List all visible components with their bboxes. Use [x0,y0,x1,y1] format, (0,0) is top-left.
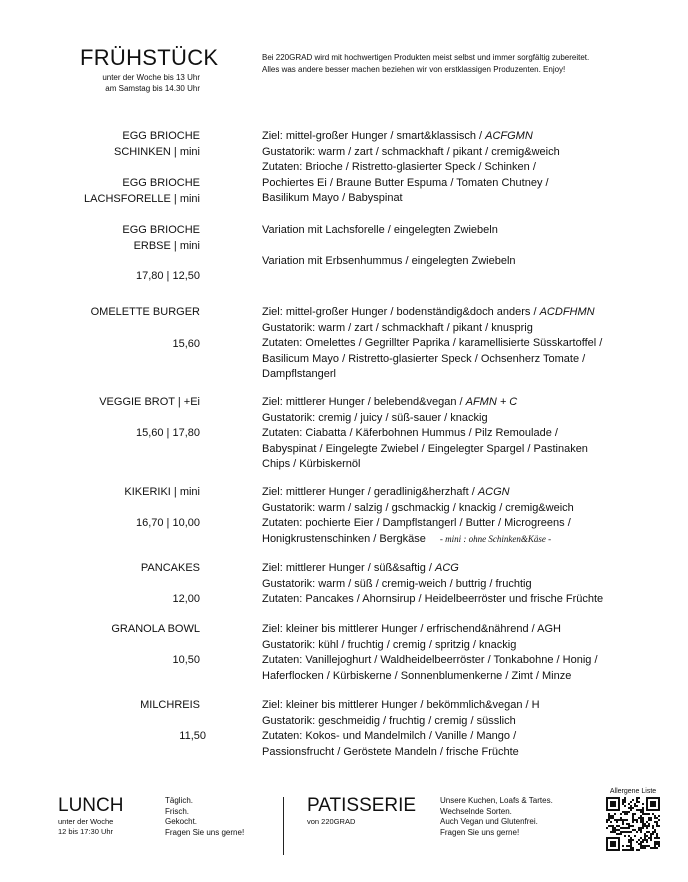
item-ziel [262,129,662,145]
item-price-milchreis: 11,50 [179,730,206,742]
item-zutaten: Zutaten: Brioche / Ristretto-glasierter Speck / Schinken / [262,161,536,173]
item-zutaten: Chips / Kürbiskernöl [262,458,361,470]
allergen-list-label: Allergene Liste [609,788,657,795]
item-name-egg-brioche-schinken [40,129,200,160]
item-name-line: EGG BRIOCHE [122,130,200,142]
item-price-veggie-brot: 15,60 | 17,80 [135,427,200,439]
item-name-line: EGG BRIOCHE [122,177,200,189]
lunch-text-line: Fragen Sie uns gerne! [165,827,245,837]
item-gustatorik: Gustatorik: kühl / fruchtig / cremig / spritzig / knackig [262,638,517,651]
item-name-line: ERBSE | mini [133,239,200,252]
item-name-milchreis: MILCHREIS [140,699,200,711]
allergen-codes: ACGN [477,486,510,498]
item-ziel: Ziel: kleiner bis mittlerer Hunger / bekömmlich&vegan / H [262,699,540,711]
item-name-egg-brioche-lachsforelle [40,176,200,207]
patisserie-text-line: Wechselnde Sorten. [440,806,512,816]
item-zutaten: Dampflstangerl [262,368,336,380]
item-variation-erbse: Variation mit Erbsenhummus / eingelegten Zwiebeln [262,255,516,267]
intro-line: Bei 220GRAD wird mit hochwertigen Produkten meist selbst und immer sorgfältig zubereitet. [262,53,590,62]
item-ziel: Ziel: kleiner bis mittlerer Hunger / erfrischend&nährend / AGH [262,623,561,635]
item-price-kikeriki: 16,70 | 10,00 [135,517,200,529]
lunch-hours-line: 12 bis 17:30 Uhr [58,827,114,836]
item-zutaten: Zutaten: Ciabatta / Käferbohnen Hummus / Pilz Remoulade / [262,427,558,439]
item-price-granola-bowl: 10,50 [172,654,200,666]
mini-note: - mini : ohne Schinken&Käse - [439,533,552,544]
item-zutaten [262,532,662,548]
allergen-codes: ACFGMN [485,130,533,142]
intro-line: Alles was andere besser machen beziehen wir von erstklassigen Produzenten. Enjoy! [262,65,566,74]
allergen-codes: AFMN + C [465,396,518,408]
item-name-omelette-burger: OMELETTE BURGER [90,306,200,318]
item-name-kikeriki: KIKERIKI | mini [124,486,200,498]
item-zutaten: Zutaten: Omelettes / Gegrillter Paprika / karamellisierte Süsskartoffel / [262,337,603,349]
patisserie-text-line: Fragen Sie uns gerne! [440,827,520,837]
item-zutaten: Basilicum Mayo / Ristretto-glasierter Speck / Ochsenherz Tomate / [262,352,586,365]
patisserie-text-line: Auch Vegan und Glutenfrei. [440,817,538,826]
lunch-text [165,796,244,838]
item-gustatorik: Gustatorik: warm / zart / schmackhaft / pikant / knusprig [262,321,533,334]
ziel-text: Ziel: mittlerer Hunger / geradlinig&herzhaft / [262,486,478,498]
item-gustatorik: Gustatorik: cremig / juicy / süß-sauer / knackig [262,411,488,424]
item-description-omelette-burger [262,305,662,383]
item-gustatorik: Gustatorik: warm / zart / schmackhaft / pikant / cremig&weich [262,145,560,158]
opening-hours-saturday: am Samstag bis 14.30 Uhr [105,84,200,93]
footer-divider [283,797,284,855]
item-zutaten: Haferflocken / Kürbiskerne / Sonnenblumenkerne / Zimt / Minze [262,669,572,682]
opening-hours-weekday: unter der Woche bis 13 Uhr [102,73,200,82]
item-zutaten: Zutaten: Vanillejoghurt / Waldheidelbeerröster / Tonkabohne / Honig / [262,654,598,666]
item-zutaten: Babyspinat / Eingelegte Zwiebel / Eingelegter Spargel / Pastinaken [262,442,588,455]
lunch-title: LUNCH [58,795,124,816]
item-zutaten: Pochiertes Ei / Braune Butter Espuma / Tomaten Chutney / [262,176,549,189]
item-ziel [262,305,662,321]
item-description-pancakes [262,561,662,608]
item-name-line: SCHINKEN | mini [114,145,200,158]
zutaten-text: Honigkrustenschinken / Bergkäse [262,532,426,545]
lunch-hours [58,817,113,837]
item-zutaten: Basilikum Mayo / Babyspinat [262,192,403,204]
item-name-granola-bowl: GRANOLA BOWL [111,623,200,635]
item-price-pancakes: 12,00 [172,593,200,605]
patisserie-text [440,796,553,838]
item-description-egg-brioche [262,129,662,207]
item-ziel [262,561,662,577]
ziel-text: Ziel: mittel-großer Hunger / smart&klassisch / [262,130,486,142]
ziel-text: Ziel: mittlerer Hunger / belebend&vegan / [262,396,466,408]
item-gustatorik: Gustatorik: geschmeidig / fruchtig / cremig / süsslich [262,714,516,727]
patisserie-text-line: Unsere Kuchen, Loafs & Tartes. [440,796,553,805]
item-gustatorik: Gustatorik: warm / salzig / gschmackig / knackig / cremig&weich [262,501,574,514]
patisserie-sub: von 220GRAD [307,817,356,826]
item-description-kikeriki [262,485,662,547]
item-variation-lachsforelle: Variation mit Lachsforelle / eingelegten Zwiebeln [262,224,498,236]
item-description-veggie-brot [262,395,662,473]
ziel-text: Ziel: mittel-großer Hunger / bodenständig&doch anders / [262,306,540,318]
lunch-text-line: Gekocht. [165,817,198,826]
patisserie-title: PATISSERIE [307,795,417,816]
opening-hours [40,72,200,94]
item-name-veggie-brot: VEGGIE BROT | +Ei [99,396,200,408]
item-ziel [262,485,662,501]
item-price-egg-brioche: 17,80 | 12,50 [135,270,200,282]
page-title: FRÜHSTÜCK [80,45,219,70]
intro-text [262,52,672,76]
qr-code-icon[interactable] [606,797,660,851]
lunch-hours-line: unter der Woche [58,817,114,826]
item-price-omelette-burger: 15,60 [172,338,200,350]
item-name-egg-brioche-erbse [40,223,200,254]
item-name-pancakes: PANCAKES [140,562,200,574]
item-zutaten: Passionsfrucht / Geröstete Mandeln / frische Früchte [262,745,519,758]
item-ziel [262,395,662,411]
allergen-codes: ACG [435,562,459,574]
item-description-milchreis [262,698,662,760]
item-description-granola-bowl [262,622,662,684]
allergen-codes: ACDFHMN [539,306,595,318]
ziel-text: Ziel: mittlerer Hunger / süß&saftig / [262,562,435,574]
lunch-text-line: Frisch. [165,806,189,816]
item-zutaten: Zutaten: Pancakes / Ahornsirup / Heidelbeerröster und frische Früchte [262,593,604,605]
item-zutaten: Zutaten: pochierte Eier / Dampflstangerl / Butter / Microgreens / [262,517,571,529]
item-name-line: LACHSFORELLE | mini [84,192,200,205]
lunch-text-line: Täglich. [165,796,194,805]
item-zutaten: Zutaten: Kokos- und Mandelmilch / Vanille / Mango / [262,730,517,742]
item-gustatorik: Gustatorik: warm / süß / cremig-weich / buttrig / fruchtig [262,577,532,590]
item-name-line: EGG BRIOCHE [122,224,200,236]
